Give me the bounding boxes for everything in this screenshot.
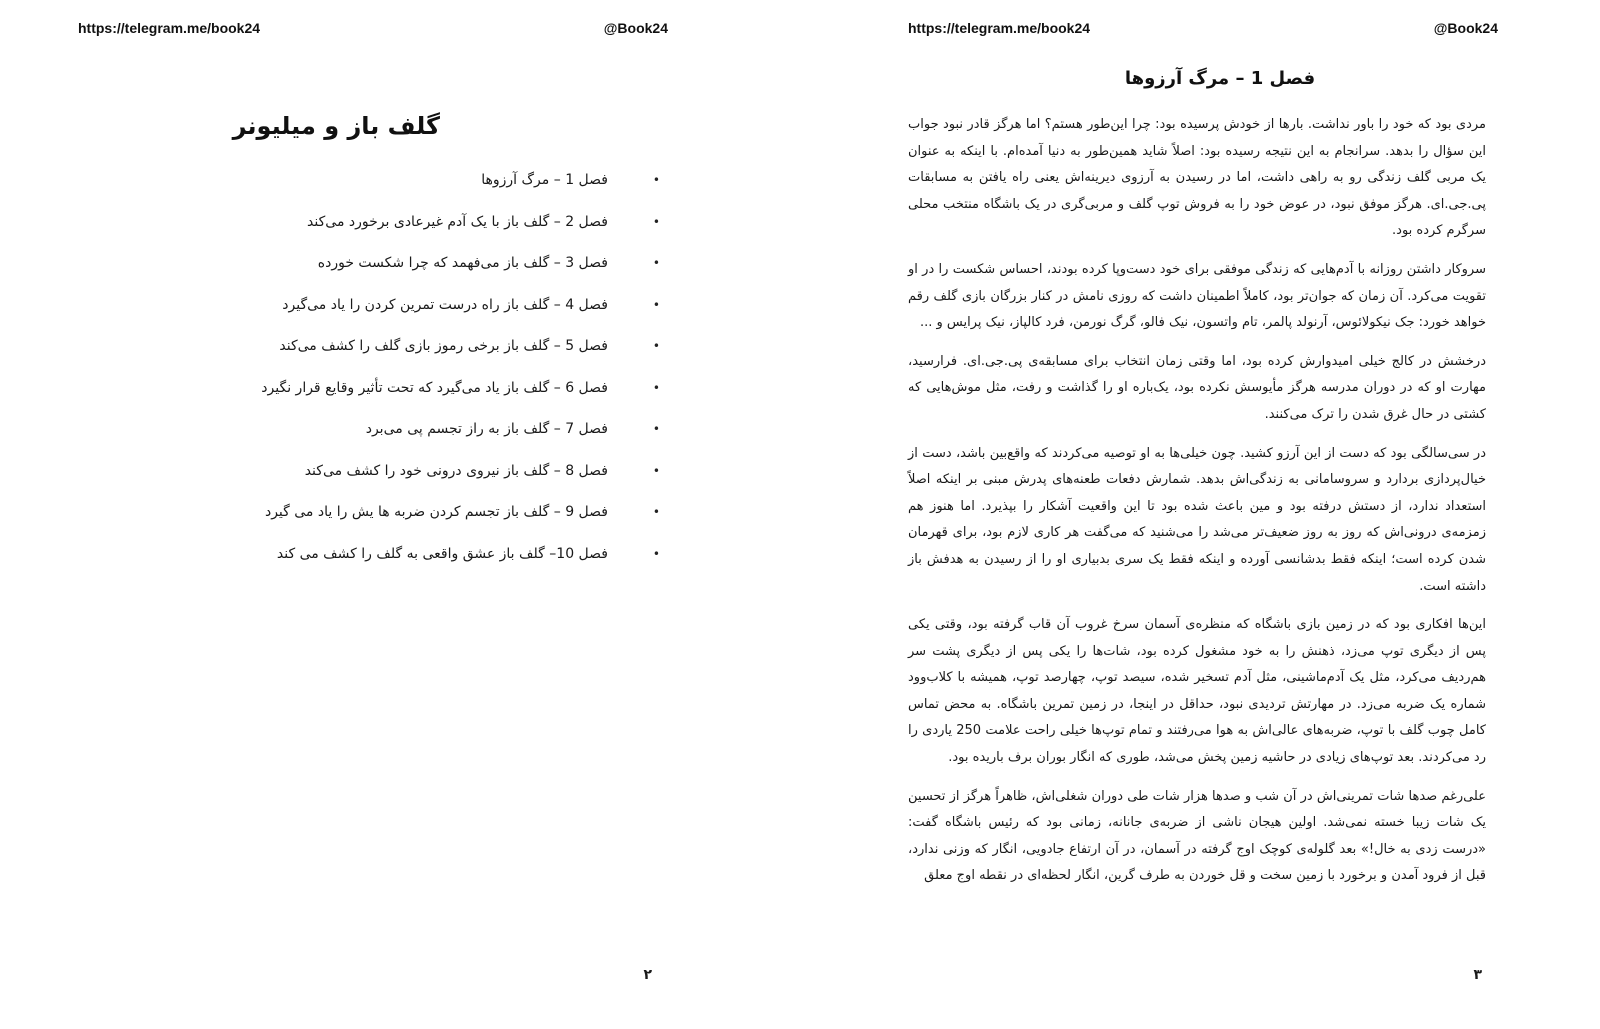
right-page xyxy=(800,0,1600,1029)
toc-item[interactable]: • فصل 9 – گلف باز تجسم کردن ضربه ها یش را یاد می گیرد xyxy=(220,498,660,540)
toc-item[interactable]: • فصل 3 – گلف باز می‌فهمد که چرا شکست خورده xyxy=(220,249,660,291)
header-handle: @Book24 xyxy=(1433,20,1498,36)
page-number: ۲ xyxy=(643,967,652,983)
chapter-body xyxy=(908,112,1486,902)
toc-item[interactable]: • فصل 2 – گلف باز با یک آدم غیرعادی برخورد می‌کند xyxy=(220,208,660,250)
toc-item[interactable]: • فصل 8 – گلف باز نیروی درونی خود را کشف می‌کند xyxy=(220,457,660,499)
toc-item[interactable]: • فصل 5 – گلف باز برخی رموز بازی گلف را کشف می‌کند xyxy=(220,332,660,374)
header-link[interactable]: https://telegram.me/book24 xyxy=(908,20,1091,36)
toc-item[interactable]: • فصل 10– گلف باز عشق واقعی به گلف را کشف می کند xyxy=(220,540,660,582)
paragraph: این‌ها افکاری بود که در زمین بازی باشگاه که منظره‌ی آسمان سرخ غروب آن قاب گرفته بود، وقتی یکی پس از دیگری توپ می‌زد، ذهنش را به خود مشغول کرده بود، شات‌ها را یکی پس از دیگری پشت سر هم‌ردیف می‌کرد، مثل یک آدم‌ماشینی، مثل آدم تسخیر شده، سیصد توپ، چهارصد توپ، همیشه با کلاب‌وود شماره یک ضربه می‌زد. در مهارتش تردیدی نبود، حداقل در اینجا، در زمین تمرین باشگاه. به محض تماس کامل چوب گلف با توپ، ضربه‌های عالی‌اش به هوا می‌رفتند و تمام توپ‌ها خیلی راحت علامت 250 یاردی را رد می‌کردند. بعد توپ‌های زیادی در حاشیه زمین پخش می‌شد، طوری که انگار بوران برف باریده بود. xyxy=(908,617,1486,766)
toc-item[interactable]: • فصل 1 – مرگ آرزوها xyxy=(220,166,660,208)
paragraph: علی‌رغم صدها شات تمرینی‌اش در آن شب و صدها هزار شات طی دوران شغلی‌اش، ظاهراً هرگز از تحسین یک شات زیبا خسته نمی‌شد. اولین هیجان ناشی از ضربه‌ی جانانه، زمانی بود که رئیس باشگاه گفت: «درست زدی به خال!» بعد گلوله‌ی کوچک اوج گرفته در آسمان، در آن ارتفاع جادویی، انگار که وزنی ندارد، قبل از فرود آمدن و برخورد با زمین سخت و قل خوردن به طرف گرین، انگار لحظه‌ای در نقطه اوج معلق xyxy=(908,788,1486,884)
book-title: گلف باز و میلیونر xyxy=(232,112,440,140)
paragraph: در سی‌سالگی بود که دست از این آرزو کشید. چون خیلی‌ها به او توصیه می‌کردند که واقع‌بین باشد، دست از خیال‌پردازی بردارد و سروسامانی به زندگی‌اش بدهد. شمارش دفعات طعنه‌های پدرش مبنی بر اینکه اصلاً استعداد ندارد، از دستش درفته بود و مین باعث شده بود تا این واقعیت آشکار را بپذیرد. اما هنوز هم زمزمه‌ی درونی‌اش که روز به روز ضعیف‌تر می‌شد را می‌شنید که می‌گفت هر کاری لازم بود، برای قهرمان شدن کرده است؛ اینکه فقط بدشانسی آورده و اینکه فقط یک سری بدبیاری او را از رسیدن به هدفش باز داشته است. xyxy=(908,445,1486,594)
toc-item[interactable]: • فصل 4 – گلف باز راه درست تمرین کردن را یاد می‌گیرد xyxy=(220,291,660,333)
paragraph: مردی بود که خود را باور نداشت. بارها از خودش پرسیده بود: چرا این‌طور هستم؟ اما هرگز قادر نبود جواب این سؤال را بدهد. سرانجام به این نتیجه رسیده بود: اصلاً شاید همین‌طور به دنیا آمده‌ام. با اینکه به عنوان یک مربی گلف زندگی رو به راهی داشت، اما در رسیدن به آرزوی دیرینه‌اش یعنی راه یافتن به مسابقات پی.جی.ای. هرگز موفق نبود، در عوض خود را به فروش توپ گلف و مربی‌گری در یک باشگاه منتخب محلی سرگرم کرده بود. xyxy=(908,117,1486,239)
table-of-contents xyxy=(220,166,660,581)
header-handle: @Book24 xyxy=(603,20,668,36)
chapter-title: فصل 1 – مرگ آرزوها xyxy=(1124,68,1316,89)
paragraph: درخشش در کالج خیلی امیدوارش کرده بود، اما وقتی زمان انتخاب برای مسابقه‌ی پی.جی.ای. فرارسید، مهارت او که در دوران مدرسه هرگز مأیوسش نکرده بود، یک‌باره او را گذاشت و رفت، مثل موش‌هایی که کشتی در حال غرق شدن را ترک می‌کنند. xyxy=(908,353,1486,422)
header-link[interactable]: https://telegram.me/book24 xyxy=(78,20,261,36)
toc-item[interactable]: • فصل 7 – گلف باز به راز تجسم پی می‌برد xyxy=(220,415,660,457)
toc-item[interactable]: • فصل 6 – گلف باز یاد می‌گیرد که تحت تأثیر وقایع قرار نگیرد xyxy=(220,374,660,416)
page-number: ۳ xyxy=(1473,967,1482,983)
paragraph: سروکار داشتن روزانه با آدم‌هایی که زندگی موفقی برای خود دست‌وپا کرده بودند، احساس شکست را در او تقویت می‌کرد. آن زمان که جوان‌تر بود، کاملاً اطمینان داشت که روزی نامش در کنار بزرگان بازی گلف رقم خواهد خورد: جک نیکولائوس، آرنولد پالمر، تام واتسون، نیک فالو، گرگ نورمن، فرد کالپاز، نیک پرایس و ... xyxy=(908,261,1486,331)
